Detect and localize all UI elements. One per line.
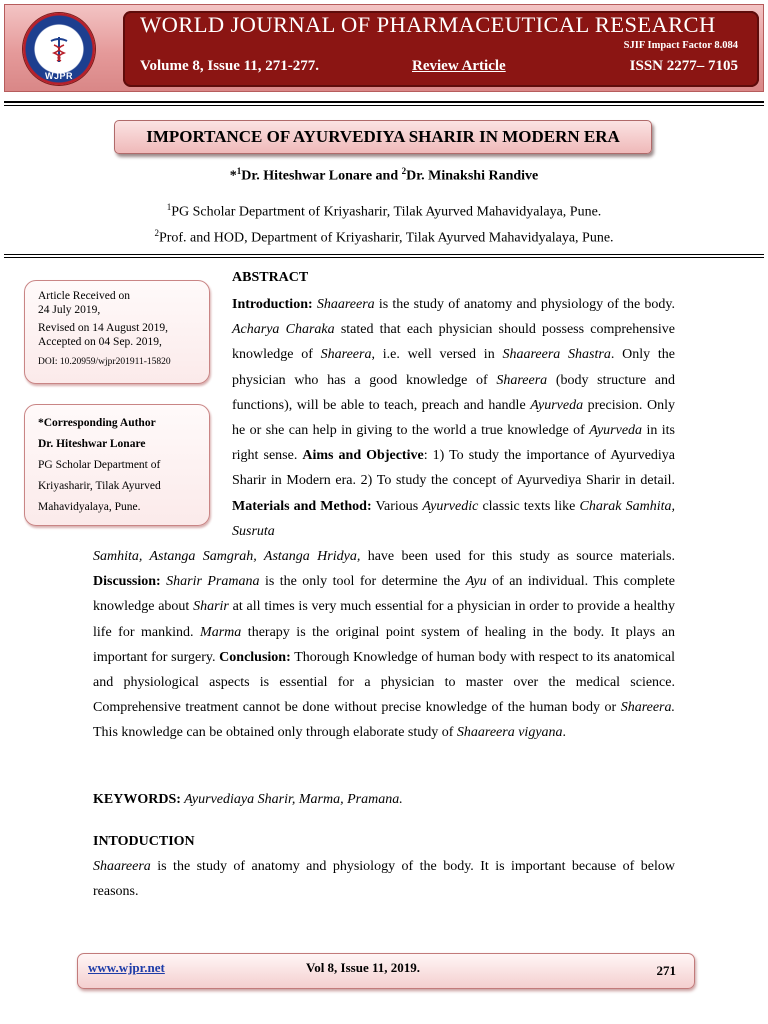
volume-info: Volume 8, Issue 11, 271-277. — [140, 58, 320, 74]
author2: Dr. Minakshi Randive — [406, 168, 539, 184]
caduceus-icon — [49, 35, 69, 63]
term: Marma — [200, 624, 242, 640]
abstract-column-text — [232, 292, 675, 544]
term: Shareera. — [620, 700, 675, 716]
term: Shareera — [496, 372, 548, 388]
author2-sup: 2 — [401, 166, 407, 176]
term: Acharya Charaka — [232, 322, 335, 338]
author1-sup: 1 — [236, 166, 242, 176]
corresponding-name: Dr. Hiteshwar Lonare — [38, 438, 146, 450]
term: Shaareera Shastra — [502, 347, 611, 363]
term: Ayu — [465, 574, 487, 590]
aff1-sup: 1 — [166, 202, 172, 212]
text: therapy is the original point system of healing in the body. It plays an important for surgery. — [93, 624, 675, 665]
text: , i.e. well versed in — [371, 347, 503, 363]
article-type: Review Article — [412, 58, 506, 74]
introduction-text — [93, 854, 675, 904]
text: This knowledge can be obtained only through elaborate study of — [93, 725, 457, 741]
authors — [0, 166, 768, 185]
term: Samhita, Astanga Samgrah, Astanga Hridya, — [93, 549, 361, 564]
keywords-value: Ayurvediaya Sharir, Marma, Pramana. — [180, 792, 403, 807]
journal-url-link[interactable]: www.wjpr.net — [88, 960, 165, 975]
received-label: Article Received on — [38, 290, 130, 302]
term: Ayurveda — [530, 397, 584, 413]
aff1-text: PG Scholar Department of Kriyasharir, Tilak Ayurved Mahavidyalaya, Pune. — [171, 204, 602, 220]
corresponding-line-2: Kriyasharir, Tilak Ayurved — [38, 480, 161, 492]
logo-text: WJPR — [44, 71, 73, 81]
section-divider-thin — [4, 257, 764, 258]
accepted-date: Accepted on 04 Sep. 2019, — [38, 336, 162, 348]
term: Shaareera — [93, 859, 151, 874]
text: Various — [371, 498, 423, 514]
abstract-paragraph-part2 — [93, 544, 675, 746]
section-divider — [4, 254, 764, 255]
abstract-heading: ABSTRACT — [232, 270, 309, 285]
header-divider — [4, 101, 764, 103]
term: Ayurvedic — [422, 498, 479, 514]
keywords-label: KEYWORDS: — [93, 792, 181, 807]
term: Charak Samhita, Susruta — [232, 498, 675, 539]
article-dates-box — [24, 280, 210, 384]
keywords — [93, 787, 675, 812]
affiliation-2 — [0, 228, 768, 247]
term: Sharir Pramana — [166, 574, 260, 590]
abstract-full-width-text — [93, 544, 675, 746]
term: Shaareera vigyana — [456, 725, 563, 741]
aff2-text: Prof. and HOD, Department of Kriyasharir, Tilak Ayurved Mahavidyalaya, Pune. — [158, 230, 614, 246]
text: classic texts like — [478, 498, 580, 514]
discussion-label: Discussion: — [93, 574, 161, 590]
article-title: IMPORTANCE OF AYURVEDIYA SHARIR IN MODERN ERA — [114, 120, 652, 154]
intro-label: Introduction: — [232, 297, 313, 312]
received-date: 24 July 2019, — [38, 304, 101, 316]
text: . — [562, 725, 567, 741]
journal-logo — [23, 13, 95, 85]
corresponding-marker: * — [229, 168, 237, 184]
doi[interactable]: DOI: 10.20959/wjpr201911-15820 — [38, 357, 171, 367]
term: Sharir — [193, 599, 229, 615]
author1: Dr. Hiteshwar Lonare and — [241, 168, 402, 184]
term: Shareera — [320, 347, 372, 363]
text: at all times is very much essential for a physician in order to provide a healthy life for mankind. — [93, 599, 675, 640]
revised-date: Revised on 14 August 2019, — [38, 322, 169, 334]
term: Shaareera — [316, 297, 375, 312]
corresponding-line-1: PG Scholar Department of — [38, 459, 161, 471]
text: of an individual. This complete knowledge about — [93, 574, 675, 615]
conclusion-label: Conclusion: — [219, 649, 291, 665]
impact-factor: SJIF Impact Factor 8.084 — [623, 40, 738, 51]
issn: ISSN 2277– 7105 — [629, 58, 738, 74]
footer-issue: Vol 8, Issue 11, 2019. — [306, 960, 421, 975]
header-divider-thin — [4, 105, 764, 106]
corresponding-author-box — [24, 404, 210, 526]
text: (body structure and functions), will be able to teach, preach and handle — [232, 372, 676, 413]
text: is the study of anatomy and physiology of the body. — [374, 297, 676, 312]
text: : 1) To study the importance of Ayurvediya Sharir in Modern era. 2) To study the concept of Ayurvediya Sharir in detail. — [232, 448, 676, 489]
aims-label: Aims and Objective — [302, 448, 424, 464]
text: is the study of anatomy and physiology of the body. It is important because of below reasons. — [93, 859, 675, 900]
aff2-sup: 2 — [154, 228, 159, 238]
term: Ayurveda — [589, 423, 643, 439]
text: . Only the physician who has a good knowledge of — [232, 347, 675, 388]
text: in its right sense. — [232, 423, 675, 464]
materials-label: Materials and Method: — [232, 498, 372, 514]
text: Thorough Knowledge of human body with respect to its anatomical and physiological aspects is essential for a physician to master over the medical science. Comprehensive treatment cannot be done without precise knowledge of the human body or — [93, 649, 676, 716]
text: have been used for this study as source materials. — [360, 549, 675, 564]
affiliation-1 — [0, 202, 768, 221]
text: stated that each physician should possess comprehensive knowledge of — [232, 322, 675, 363]
page-number: 271 — [656, 963, 676, 978]
text: precision. Only he or she can help in giving to the world a true knowledge of — [232, 397, 675, 439]
corresponding-line-3: Mahavidyalaya, Pune. — [38, 501, 141, 513]
introduction-heading: INTODUCTION — [93, 834, 195, 849]
corresponding-label: *Corresponding Author — [38, 417, 156, 429]
text: is the only tool for determine the — [259, 574, 466, 590]
page-footer — [77, 953, 695, 989]
journal-title: WORLD JOURNAL OF PHARMACEUTICAL RESEARCH — [140, 12, 716, 37]
abstract-paragraph-part1 — [232, 292, 675, 544]
